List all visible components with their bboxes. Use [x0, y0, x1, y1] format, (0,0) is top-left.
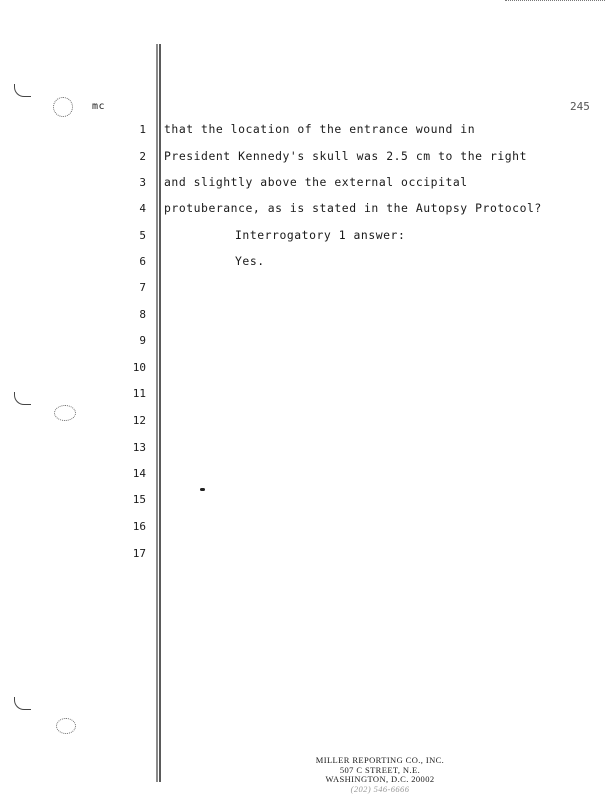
- reporter-footer: [270, 756, 490, 794]
- line-number-7: 7: [106, 281, 146, 294]
- binder-hole-mark-middle: [14, 392, 31, 405]
- line-number-4: 4: [106, 202, 146, 215]
- page-number: 245: [570, 100, 590, 113]
- punch-hole-smudge-middle: [54, 405, 76, 421]
- transcript-line-2: President Kennedy's skull was 2.5 cm to the right: [164, 149, 527, 163]
- transcript-line-5: Interrogatory 1 answer:: [235, 228, 405, 242]
- line-number-9: 9: [106, 334, 146, 347]
- line-number-16: 16: [106, 520, 146, 533]
- left-margin-rule-inner: [159, 44, 161, 782]
- line-number-11: 11: [106, 387, 146, 400]
- binder-hole-mark-top: [14, 84, 31, 97]
- line-number-8: 8: [106, 308, 146, 321]
- transcript-line-4: protuberance, as is stated in the Autopsy Protocol?: [164, 201, 542, 215]
- transcript-line-1: that the location of the entrance wound in: [164, 122, 475, 136]
- line-number-3: 3: [106, 176, 146, 189]
- footer-phone: (202) 546-6666: [270, 785, 490, 794]
- binder-hole-mark-bottom: [14, 697, 31, 710]
- footer-company: MILLER REPORTING CO., INC.: [270, 756, 490, 766]
- line-number-17: 17: [106, 547, 146, 560]
- transcript-line-6: Yes.: [235, 254, 265, 268]
- stray-ink-mark: [200, 488, 205, 491]
- footer-street: 507 C STREET, N.E.: [270, 766, 490, 776]
- line-number-6: 6: [106, 255, 146, 268]
- line-number-5: 5: [106, 229, 146, 242]
- punch-hole-smudge-top: [53, 97, 73, 117]
- line-number-14: 14: [106, 467, 146, 480]
- left-margin-rule-outer: [156, 44, 158, 782]
- line-number-15: 15: [106, 493, 146, 506]
- line-number-10: 10: [106, 361, 146, 374]
- footer-city: WASHINGTON, D.C. 20002: [270, 775, 490, 785]
- transcript-line-3: and slightly above the external occipital: [164, 175, 468, 189]
- punch-hole-smudge-bottom: [56, 718, 76, 734]
- line-number-12: 12: [106, 414, 146, 427]
- line-number-13: 13: [106, 441, 146, 454]
- reporter-initials: mc: [92, 101, 105, 112]
- line-number-2: 2: [106, 150, 146, 163]
- line-number-1: 1: [106, 123, 146, 136]
- top-edge-rule: [505, 0, 605, 3]
